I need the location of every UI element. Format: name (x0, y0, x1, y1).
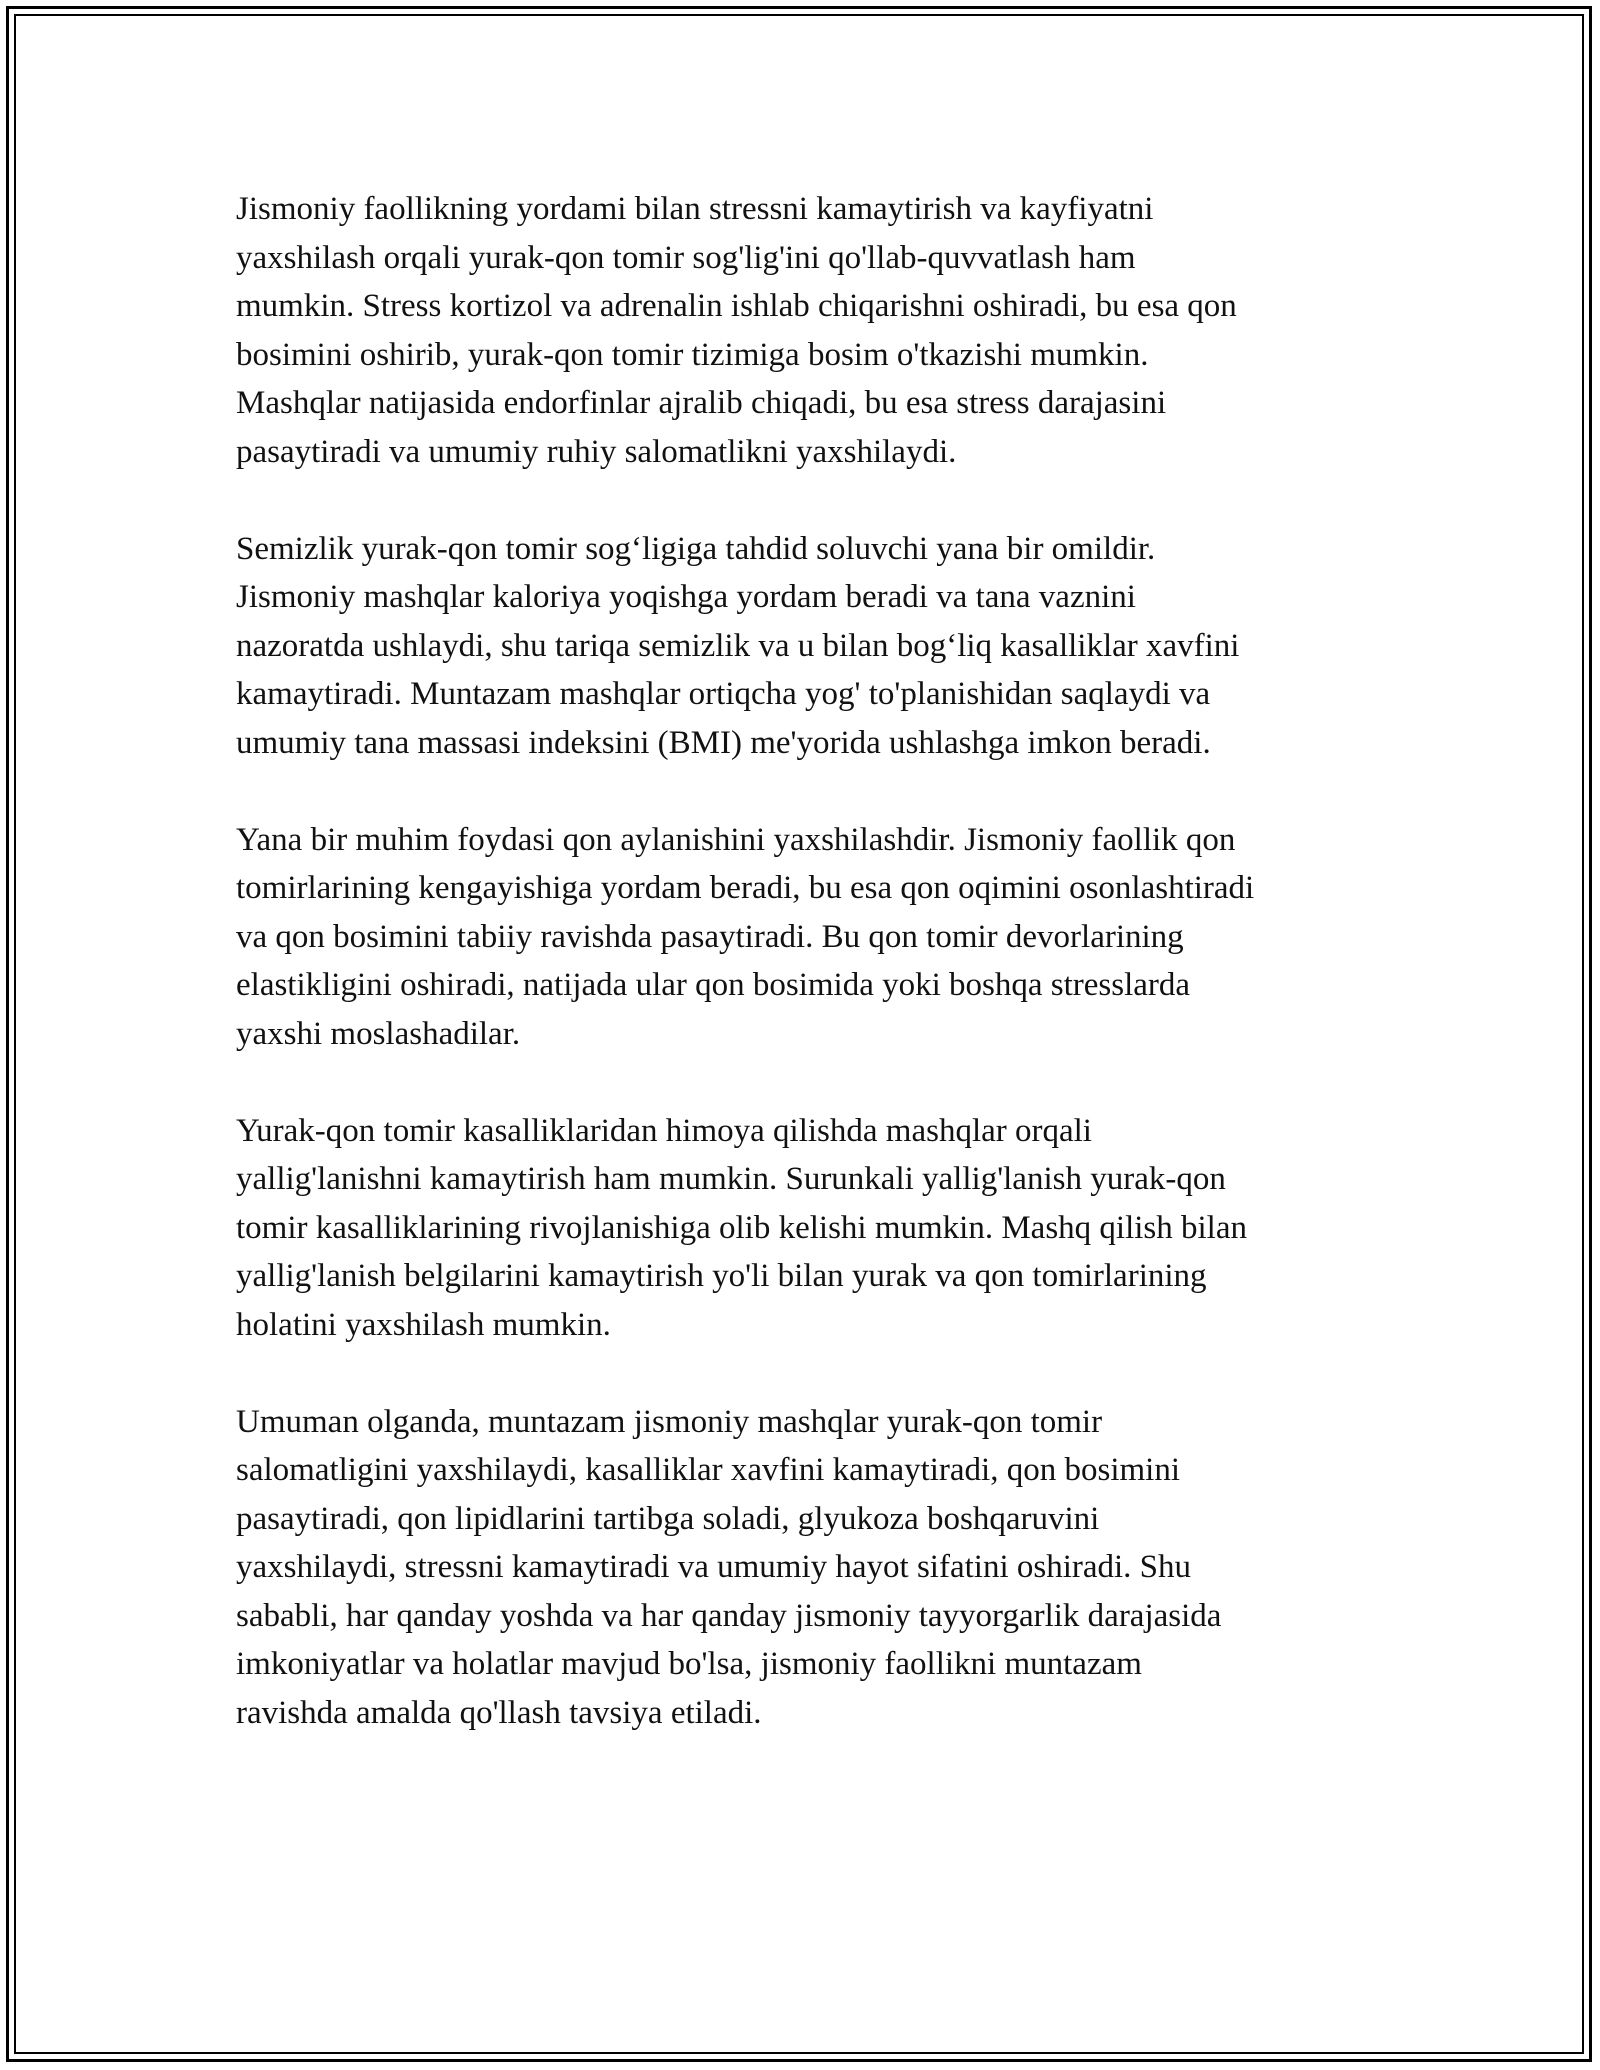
paragraph-conclusion: Umuman olganda, muntazam jismoniy mashqlar yurak-qon tomir salomatligini yaxshilaydi, kasalliklar xavfini kamaytiradi, qon bosimini pasaytiradi, qon lipidlarini tartibga soladi, glyukoza boshqaruvini yaxshilaydi, stressni kamaytiradi va umumiy hayot sifatini oshiradi. Shu sababli, har qanday yoshda va har qanday jismoniy tayyorgarlik darajasida imkoniyatlar va holatlar mavjud bo'lsa, jismoniy faollikni muntazam ravishda amalda qo'llash tavsiya etiladi. (236, 1403, 1222, 1731)
paragraph-circulation: Yana bir muhim foydasi qon aylanishini yaxshilashdir. Jismoniy faollik qon tomirlarining kengayishiga yordam beradi, bu esa qon oqimini osonlashtiradi va qon bosimini tabiiy ravishda pasaytiradi. Bu qon tomir devorlarining elastikligini oshiradi, natijada ular qon bosimida yoki boshqa stresslarda yaxshi moslashadilar. (236, 821, 1255, 1052)
document-body (236, 185, 1396, 1786)
paragraph-inflammation: Yurak-qon tomir kasalliklaridan himoya qilishda mashqlar orqali yallig'lanishni kamaytirish ham mumkin. Surunkali yallig'lanish yurak-qon tomir kasalliklarining rivojlanishiga olib kelishi mumkin. Mashq qilish bilan yallig'lanish belgilarini kamaytirish yo'li bilan yurak va qon tomirlarining holatini yaxshilash mumkin. (236, 1112, 1247, 1343)
paragraph-obesity: Semizlik yurak-qon tomir sog‘ligiga tahdid soluvchi yana bir omildir. Jismoniy mashqlar kaloriya yoqishga yordam beradi va tana vaznini nazoratda ushlaydi, shu tariqa semizlik va u bilan bog‘liq kasalliklar xavfini kamaytiradi. Muntazam mashqlar ortiqcha yog' to'planishidan saqlaydi va umumiy tana massasi indeksini (BMI) me'yorida ushlashga imkon beradi. (236, 530, 1240, 761)
paragraph-stress: Jismoniy faollikning yordami bilan stressni kamaytirish va kayfiyatni yaxshilash orqali yurak-qon tomir sog'lig'ini qo'llab-quvvatlash ham mumkin. Stress kortizol va adrenalin ishlab chiqarishni oshiradi, bu esa qon bosimini oshirib, yurak-qon tomir tizimiga bosim o'tkazishi mumkin. Mashqlar natijasida endorfinlar ajralib chiqadi, bu esa stress darajasini pasaytiradi va umumiy ruhiy salomatlikni yaxshilaydi. (236, 191, 1237, 470)
